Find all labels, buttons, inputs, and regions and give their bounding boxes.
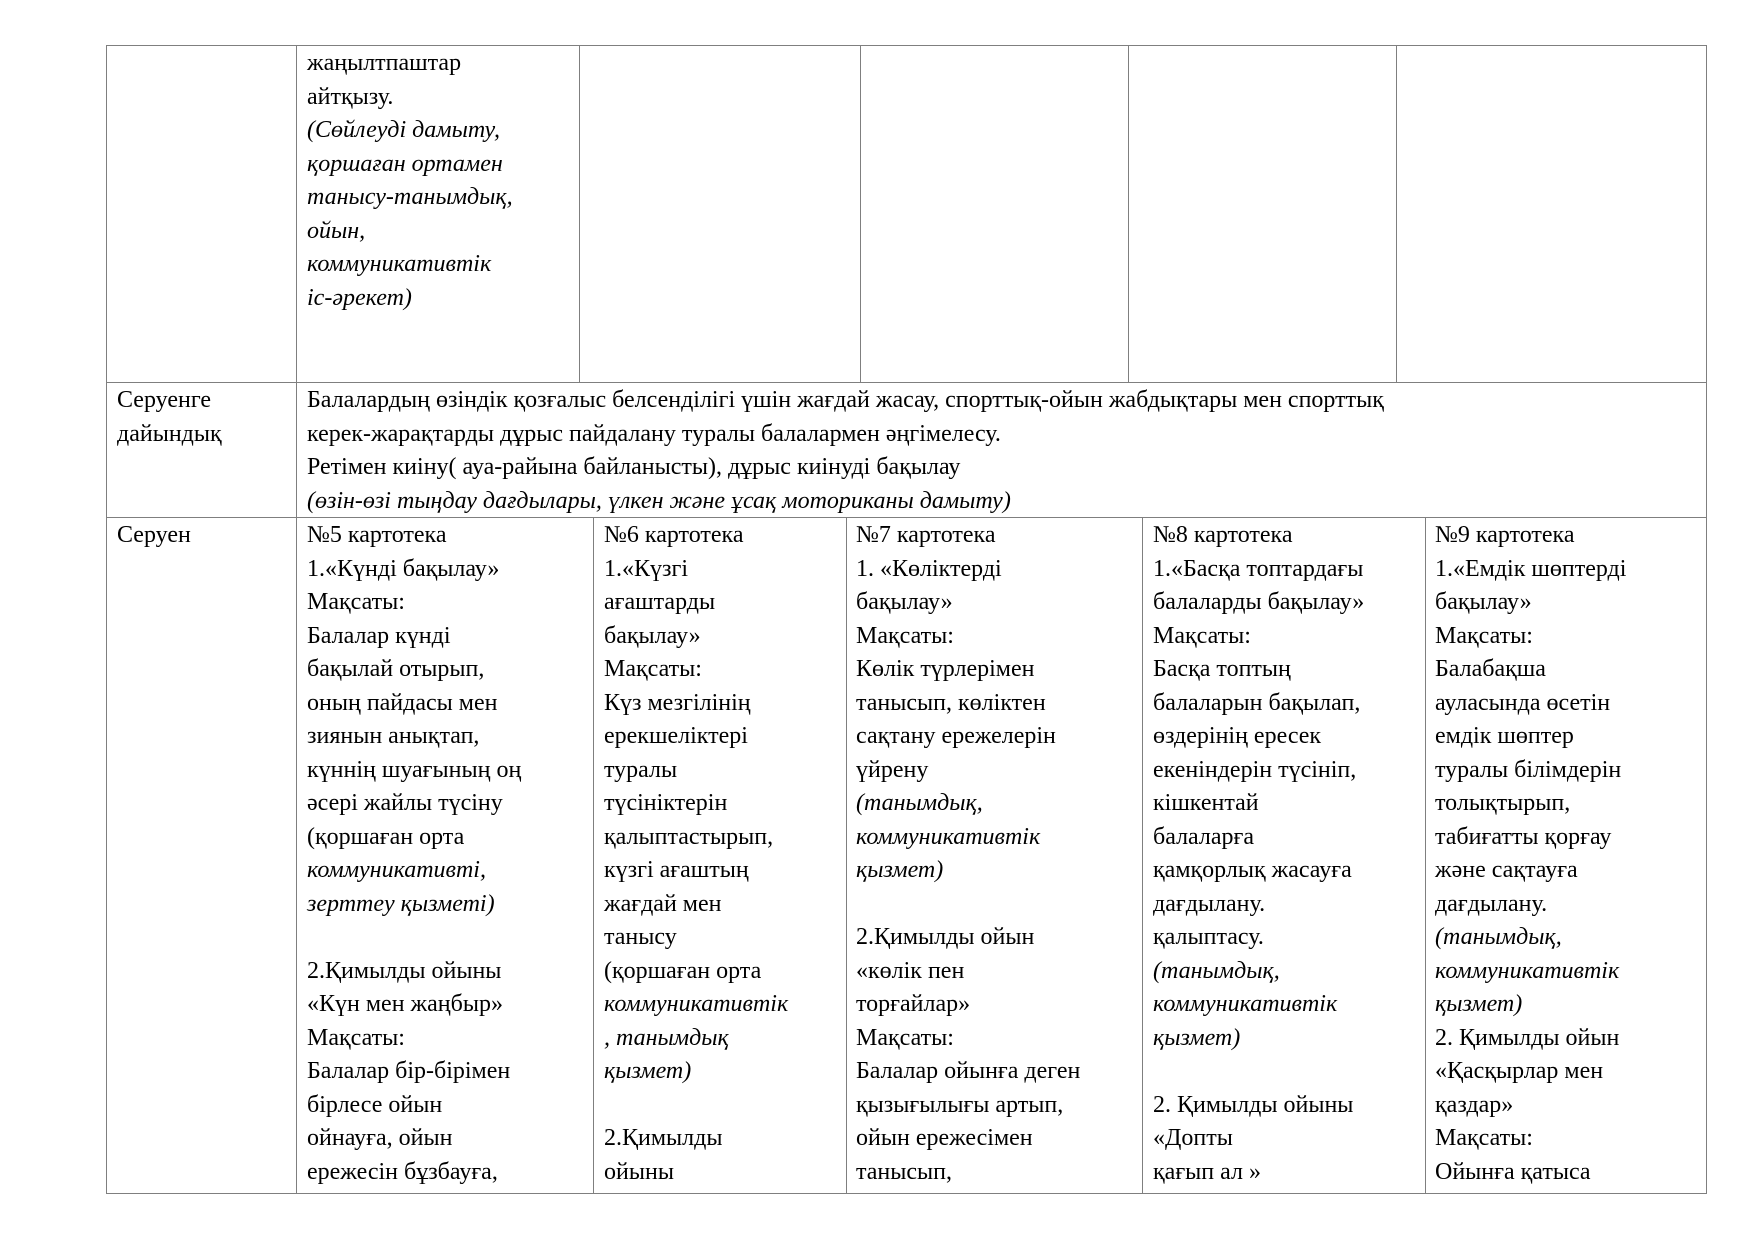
- cell-text-line: 2. Қимылды ойын: [1435, 1024, 1620, 1051]
- walk-card-5: [307, 519, 591, 1189]
- cell-text-line: қызмет): [856, 857, 944, 883]
- cell-text-line: бақылау»: [856, 589, 953, 615]
- cell-text-line: [1153, 1055, 1423, 1089]
- cell-text-line: Балалар ойынға деген: [856, 1058, 1081, 1084]
- cell-text-line: Күз мезгілінің: [604, 689, 751, 716]
- row-label-line: Серуенге: [117, 387, 211, 413]
- cell-text-line: қызығылығы артып,: [856, 1091, 1064, 1118]
- cell-text-line: Көлік түрлерімен: [856, 656, 1035, 682]
- cell-text-line: танысып, көліктен: [856, 689, 1046, 716]
- cell-text-line: ерекшеліктері: [604, 723, 748, 749]
- cell-text-line: балаларға: [1153, 823, 1255, 850]
- cell-text-line: «Допты: [1153, 1125, 1233, 1151]
- cell-text-line: емдік шөптер: [1435, 723, 1574, 749]
- cell-text-line: №9 картотека: [1435, 522, 1575, 548]
- cell-text-line: Мақсаты:: [1435, 1125, 1533, 1151]
- cell-text-line: ағаштарды: [604, 589, 716, 615]
- cell-text-line: №5 картотека: [307, 522, 447, 548]
- cell-text-line: Мақсаты:: [1435, 622, 1533, 649]
- cell-text-line: қаздар»: [1435, 1091, 1514, 1118]
- cell-text-line: №7 картотека: [856, 522, 996, 548]
- cell-text-line: өздерінің ересек: [1153, 723, 1322, 749]
- cell-text-line: коммуникативтік: [604, 991, 789, 1017]
- cell-text-line: балаларын бақылап,: [1153, 689, 1361, 716]
- cell-text-line: танысып,: [856, 1158, 953, 1185]
- cell-text-line: Балалардың өзіндік қозғалыс белсенділігі үшін жағдай жасау, спорттық-ойын жабдықтары мен спорттық: [307, 387, 1384, 413]
- cell-text-line: [856, 888, 1140, 922]
- row-label-line: Серуен: [117, 522, 191, 548]
- cell-text-line: кішкентай: [1153, 790, 1259, 816]
- cell-text-line: қоршаған ортамен: [307, 150, 503, 177]
- walk-card-6: [604, 519, 844, 1189]
- cell-text-line: «Қасқырлар мен: [1435, 1058, 1604, 1084]
- table-column-divider: [1396, 45, 1397, 383]
- cell-text-line: [307, 921, 591, 955]
- cell-text-line: Мақсаты:: [307, 589, 405, 615]
- cell-text-line: оның пайдасы мен: [307, 689, 498, 716]
- table-border-top: [106, 45, 1707, 46]
- walk-card-7: [856, 519, 1140, 1189]
- table-border-bottom: [106, 1193, 1707, 1194]
- cell-text-line: 1.«Басқа топтардағы: [1153, 555, 1364, 582]
- cell-text-line: қызмет): [604, 1058, 692, 1084]
- cell-text-line: 1.«Күнді бақылау»: [307, 555, 500, 582]
- table-border-right: [1706, 45, 1707, 1194]
- walk-row-label: [117, 519, 292, 553]
- cell-text-line: Мақсаты:: [856, 1024, 954, 1051]
- cell-text-line: бірлесе ойын: [307, 1091, 443, 1118]
- cell-text-line: қамқорлық жасауға: [1153, 857, 1352, 883]
- walk-card-9: [1435, 519, 1703, 1189]
- cell-text-line: жағдай мен: [604, 890, 722, 917]
- prep-row-label: [117, 384, 292, 451]
- cell-text-line: торғайлар»: [856, 991, 971, 1017]
- cell-text-line: (Сөйлеуді дамыту,: [307, 117, 501, 143]
- cell-text-line: 2.Қимылды: [604, 1125, 723, 1151]
- cell-text-line: толықтырып,: [1435, 790, 1571, 816]
- cell-text-line: ауласында өсетін: [1435, 689, 1611, 716]
- cell-text-line: Мақсаты:: [1153, 622, 1251, 649]
- cell-text-line: екеніндерін түсініп,: [1153, 756, 1357, 783]
- cell-text-line: Балабақша: [1435, 656, 1546, 682]
- cell-text-line: қызмет): [1153, 1024, 1241, 1051]
- cell-text-line: ойыны: [604, 1158, 674, 1185]
- cell-text-line: танысу: [604, 924, 677, 950]
- table-row-divider: [106, 382, 1707, 383]
- cell-text-line: коммуникативтік: [307, 251, 492, 277]
- cell-text-line: үйрену: [856, 756, 929, 783]
- walk-card-8: [1153, 519, 1423, 1189]
- cell-text-line: күзгі ағаштың: [604, 857, 749, 883]
- cell-text-line: және сақтауға: [1435, 857, 1578, 883]
- cell-text-line: «көлік пен: [856, 957, 965, 984]
- cell-text-line: қалыптасу.: [1153, 924, 1264, 950]
- cell-text-line: 2. Қимылды ойыны: [1153, 1091, 1354, 1118]
- cell-text-line: іс-әрекет): [307, 284, 412, 311]
- continuation-activity-cell: [307, 47, 577, 315]
- cell-text-line: ойын ережесімен: [856, 1125, 1033, 1151]
- cell-text-line: ережесін бұзбауға,: [307, 1158, 498, 1185]
- cell-text-line: дағдылану.: [1153, 890, 1266, 917]
- cell-text-line: туралы білімдерін: [1435, 756, 1622, 783]
- cell-text-line: айтқызу.: [307, 83, 394, 110]
- cell-text-line: Басқа топтың: [1153, 656, 1291, 682]
- table-column-divider: [579, 45, 580, 383]
- table-column-divider: [860, 45, 861, 383]
- cell-text-line: қызмет): [1435, 991, 1523, 1017]
- cell-text-line: 1.«Емдік шөптерді: [1435, 555, 1627, 582]
- cell-text-line: Мақсаты:: [307, 1024, 405, 1051]
- cell-text-line: 1. «Көліктерді: [856, 555, 1002, 582]
- cell-text-line: бақылай отырып,: [307, 656, 485, 682]
- cell-text-line: ойнауға, ойын: [307, 1125, 453, 1151]
- cell-text-line: түсініктерін: [604, 790, 728, 816]
- cell-text-line: (қоршаған орта: [307, 823, 465, 850]
- cell-text-line: 1.«Күзгі: [604, 555, 688, 582]
- row-label-line: дайындық: [117, 420, 222, 447]
- table-column-divider: [1128, 45, 1129, 383]
- cell-text-line: коммуникативтік: [1153, 991, 1338, 1017]
- cell-text-line: Ретімен киіну( ауа-райына байланысты), дұрыс киінуді бақылау: [307, 454, 961, 480]
- cell-text-line: жаңылтпаштар: [307, 50, 462, 76]
- cell-text-line: сақтану ережелерін: [856, 723, 1056, 749]
- cell-text-line: 2.Қимылды ойыны: [307, 957, 502, 984]
- cell-text-line: , танымдық: [604, 1024, 729, 1051]
- cell-text-line: керек-жарақтарды дұрыс пайдалану туралы балалармен әңгімелесу.: [307, 420, 1001, 447]
- cell-text-line: танысу-танымдық,: [307, 184, 513, 210]
- cell-text-line: зиянын анықтап,: [307, 723, 480, 749]
- cell-text-line: коммуникативтік: [856, 823, 1041, 850]
- cell-text-line: [604, 1089, 844, 1123]
- cell-text-line: Мақсаты:: [604, 656, 702, 682]
- cell-text-line: (танымдық,: [856, 790, 983, 816]
- cell-text-line: қалыптастырып,: [604, 823, 774, 850]
- cell-text-line: Ойынға қатыса: [1435, 1158, 1591, 1185]
- table-column-divider: [593, 517, 594, 1194]
- table-border-left: [106, 45, 107, 1194]
- cell-text-line: Мақсаты:: [856, 622, 954, 649]
- cell-text-line: қағып ал »: [1153, 1158, 1261, 1185]
- cell-text-line: дағдылану.: [1435, 890, 1548, 917]
- cell-text-line: (қоршаған орта: [604, 957, 762, 984]
- cell-text-line: коммуникативті,: [307, 857, 486, 883]
- table-column-divider: [1142, 517, 1143, 1194]
- cell-text-line: табиғатты қорғау: [1435, 823, 1612, 850]
- cell-text-line: №6 картотека: [604, 522, 744, 548]
- cell-text-line: (танымдық,: [1153, 957, 1280, 984]
- cell-text-line: әсері жайлы түсіну: [307, 790, 503, 816]
- cell-text-line: коммуникативтік: [1435, 957, 1620, 984]
- table-column-divider: [296, 45, 297, 1194]
- table-column-divider: [846, 517, 847, 1194]
- cell-text-line: балаларды бақылау»: [1153, 589, 1365, 615]
- cell-text-line: бақылау»: [1435, 589, 1532, 615]
- cell-text-line: зерттеу қызметі): [307, 890, 495, 917]
- cell-text-line: (өзін-өзі тыңдау дағдылары, үлкен және ұсақ моториканы дамыту): [307, 487, 1011, 514]
- cell-text-line: Балалар күнді: [307, 622, 451, 649]
- cell-text-line: ойын,: [307, 217, 366, 244]
- cell-text-line: (танымдық,: [1435, 924, 1562, 950]
- cell-text-line: Балалар бір-бірімен: [307, 1058, 511, 1084]
- cell-text-line: туралы: [604, 756, 678, 783]
- cell-text-line: 2.Қимылды ойын: [856, 924, 1035, 950]
- cell-text-line: бақылау»: [604, 622, 701, 649]
- table-column-divider: [1425, 517, 1426, 1194]
- cell-text-line: «Күн мен жаңбыр»: [307, 991, 503, 1017]
- prep-row-content: [307, 384, 1702, 518]
- cell-text-line: №8 картотека: [1153, 522, 1293, 548]
- cell-text-line: күннің шуағының оң: [307, 756, 522, 783]
